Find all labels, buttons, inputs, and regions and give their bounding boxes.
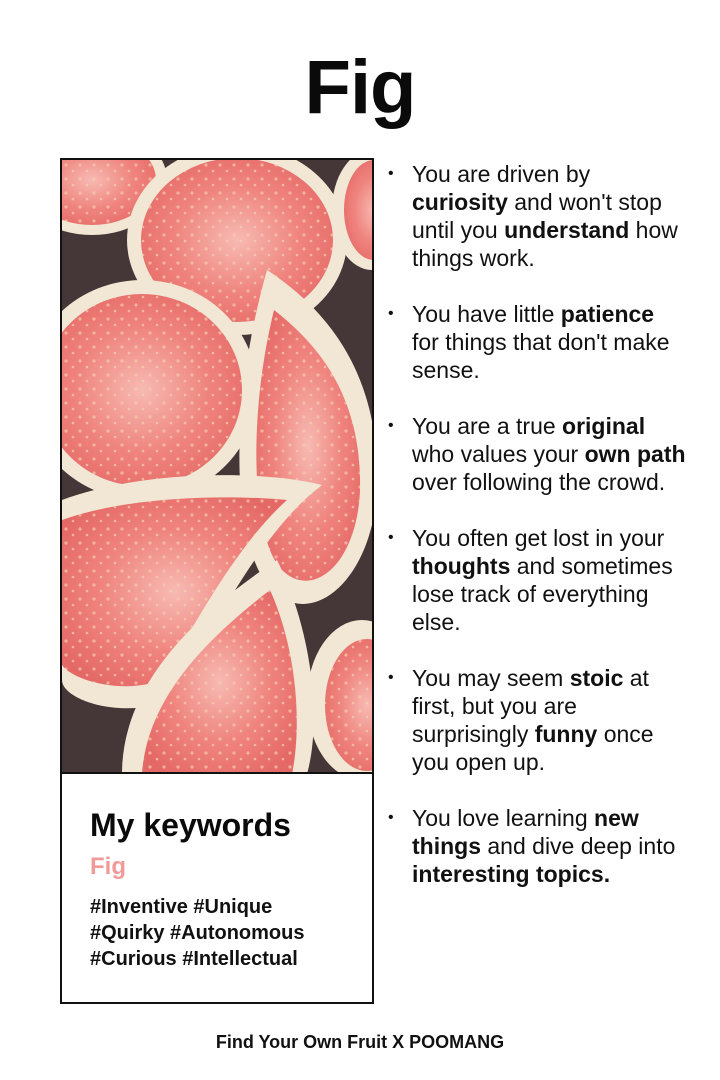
trait-text: and sometimes lose track of everything else. — [412, 553, 673, 635]
trait-item — [386, 524, 686, 636]
trait-item — [386, 300, 686, 384]
fig-photo — [62, 160, 372, 774]
trait-text: You often get lost in your — [412, 525, 665, 551]
trait-keyword: patience — [560, 301, 655, 327]
trait-item — [386, 664, 686, 776]
trait-keyword: thoughts — [412, 553, 511, 579]
trait-keyword: new things — [412, 805, 639, 859]
page-title: Fig — [304, 45, 416, 130]
keyword-tag-line: #Inventive #Unique — [90, 896, 273, 918]
trait-keyword: curiosity — [412, 189, 508, 215]
trait-keyword: original — [562, 413, 646, 439]
keyword-tag-line: #Curious #Intellectual — [90, 948, 298, 970]
trait-text: You may seem — [412, 665, 570, 691]
trait-text: and dive deep into — [481, 833, 676, 859]
trait-text: once you open up. — [412, 721, 654, 775]
trait-text: You love learning — [412, 805, 595, 831]
keywords-fruit-name: Fig — [90, 853, 126, 880]
trait-keyword: own path — [584, 441, 686, 467]
trait-text: for things that don't make sense. — [412, 329, 670, 383]
trait-text: how things work. — [412, 217, 678, 271]
bullet-icon: • — [388, 165, 394, 182]
trait-text: You have little — [412, 301, 561, 327]
trait-item — [386, 412, 686, 496]
bullet-icon: • — [388, 809, 394, 826]
fig-halves-illustration — [62, 160, 372, 774]
trait-keyword: funny — [534, 721, 598, 747]
trait-item — [386, 804, 686, 888]
trait-keyword: understand — [504, 217, 630, 243]
footer-credit: Find Your Own Fruit X POOMANG — [215, 1032, 505, 1052]
bullet-icon: • — [388, 305, 394, 322]
trait-text: You are driven by — [412, 161, 591, 187]
keyword-tags — [90, 894, 344, 972]
trait-text: and won't stop until you — [412, 189, 662, 243]
trait-text: who values your — [412, 441, 585, 467]
keywords-panel — [62, 776, 372, 1002]
trait-list — [386, 160, 686, 916]
bullet-icon: • — [388, 529, 394, 546]
trait-text: at first, but you are surprisingly — [412, 665, 649, 747]
keywords-heading: My keywords — [90, 807, 291, 843]
trait-text: You are a true — [412, 413, 563, 439]
keyword-tag-line: #Quirky #Autonomous — [90, 922, 305, 944]
keyword-card — [60, 158, 374, 1004]
trait-item — [386, 160, 686, 272]
trait-keyword: interesting topics. — [412, 861, 611, 887]
bullet-icon: • — [388, 417, 394, 434]
bullet-icon: • — [388, 669, 394, 686]
trait-text: over following the crowd. — [412, 469, 666, 495]
trait-keyword: stoic — [569, 665, 624, 691]
